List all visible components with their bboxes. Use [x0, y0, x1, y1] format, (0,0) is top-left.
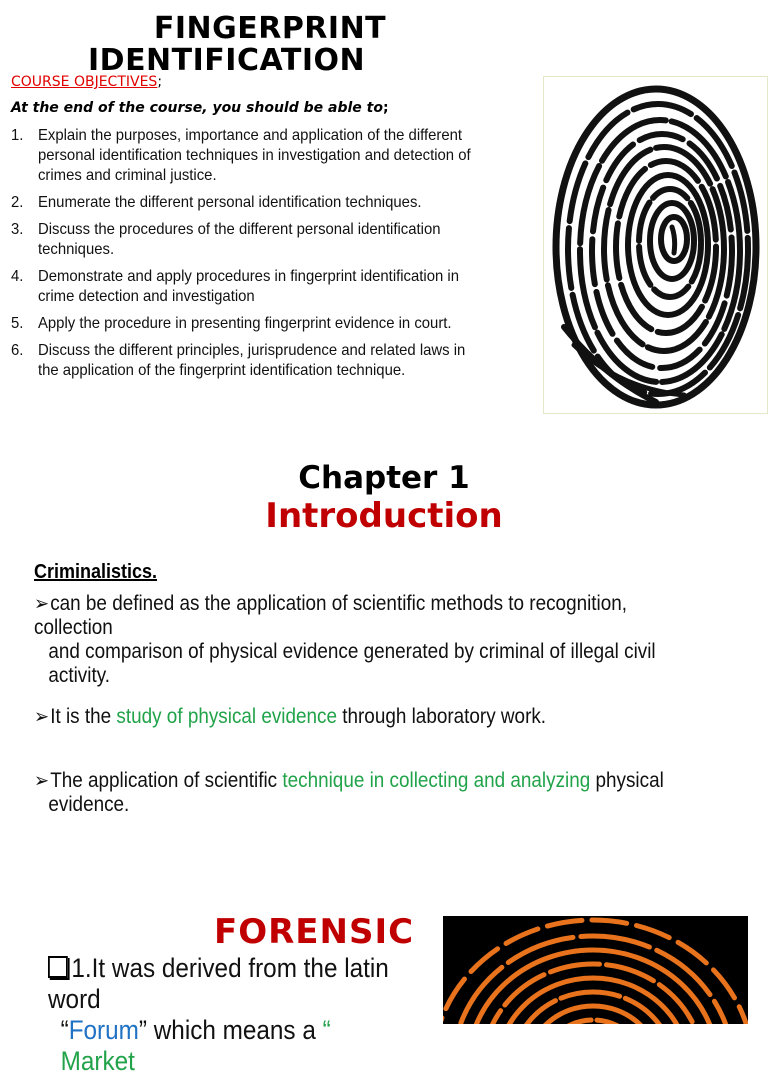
list-item: 2. Enumerate the different personal identification techniques. [11, 194, 422, 211]
definition-paragraph-2: ➢It is the study of physical evidence through laboratory work. [34, 705, 547, 728]
fingerprint-icon [544, 77, 767, 413]
criminalistics-heading: Criminalistics. [34, 561, 158, 583]
list-item: 3. Discuss the procedures of the different personal identification techniques. [11, 221, 441, 258]
arrow-bullet-icon: ➢ [34, 706, 50, 728]
forensic-heading: FORENSIC [214, 912, 415, 952]
definition-paragraph-1: ➢can be defined as the application of scientific methods to recognition, collection and comparison of physical evidence generated by criminal of illegal civil activity. [34, 592, 656, 687]
forensic-paragraph: 1.It was derived from the latin word “Forum” which means a “ Market [48, 953, 389, 1076]
fingerprint-icon [443, 916, 748, 1024]
arrow-bullet-icon: ➢ [34, 593, 50, 615]
list-item: 4. Demonstrate and apply procedures in fingerprint identification in crime detection and investigation [11, 268, 459, 305]
page-title [0, 12, 480, 78]
objectives-list [11, 126, 521, 388]
checkbox-bullet-icon [48, 956, 68, 978]
title-line-1: FINGERPRINT [153, 11, 387, 46]
definition-paragraph-3: ➢The application of scientific technique in collecting and analyzing physical evidence. [34, 769, 664, 816]
arrow-bullet-icon: ➢ [34, 770, 50, 792]
list-item: 5. Apply the procedure in presenting fingerprint evidence in court. [11, 315, 452, 332]
orange-fingerprint-image [443, 916, 748, 1024]
objectives-heading: COURSE OBJECTIVES; [11, 74, 163, 90]
objectives-heading-text: COURSE OBJECTIVES [11, 74, 158, 90]
objectives-lead: At the end of the course, you should be able to; [11, 100, 389, 116]
list-item: 6. Discuss the different principles, jurisprudence and related laws in the application of the fingerprint identification technique. [11, 342, 466, 379]
list-item: 1. Explain the purposes, importance and application of the different personal identification techniques in investigation and detection of crimes and criminal justice. [11, 127, 471, 184]
chapter-label: Chapter 1 [298, 460, 470, 496]
chapter-title: Introduction [265, 496, 503, 536]
title-line-2: IDENTIFICATION [88, 43, 366, 78]
fingerprint-image [543, 76, 768, 414]
